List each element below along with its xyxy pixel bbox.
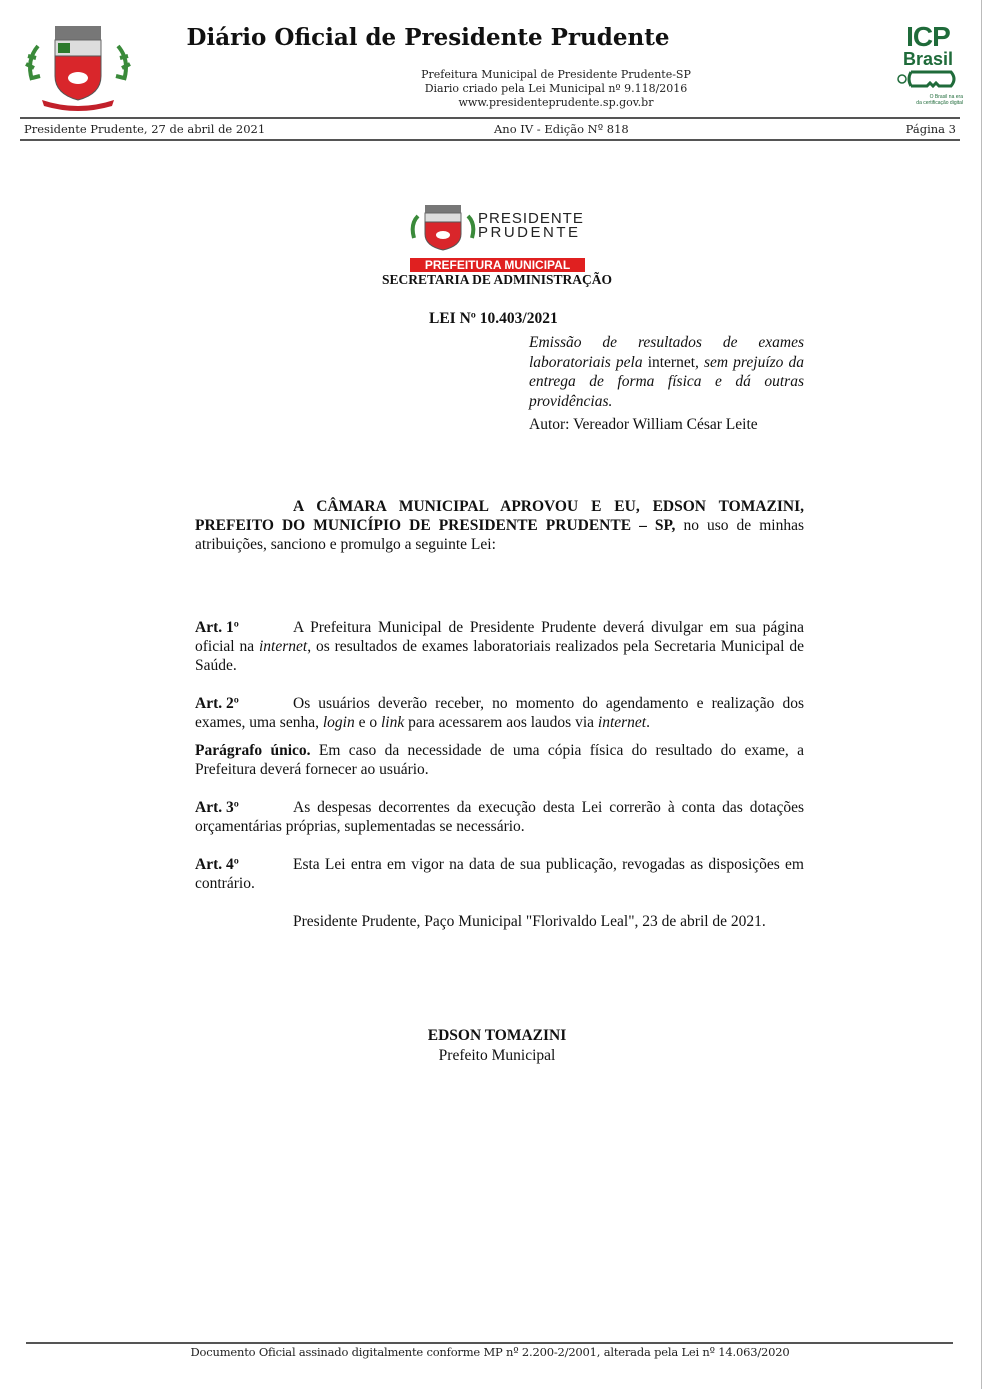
header-rule-top: [20, 117, 960, 119]
icp-brasil-text: Brasil: [902, 49, 954, 69]
letterhead-coat-of-arms: [408, 202, 478, 254]
law-preamble: [195, 497, 804, 554]
closing-text: Presidente Prudente, Paço Municipal "Florivaldo Leal", 23 de abril de 2021.: [293, 913, 766, 930]
signer-name: EDSON TOMAZINI: [427, 1027, 567, 1044]
sole-paragraph: [195, 741, 804, 779]
gazette-subtitle-2: Diario criado pela Lei Municipal nº 9.118/2016: [424, 82, 688, 95]
article-text: e o: [354, 714, 381, 731]
prefeitura-banner: PREFEITURA MUNICIPAL: [410, 258, 585, 272]
article-text: A Prefeitura Municipal de Presidente Prudente deverá divulgar em sua página oficial na: [195, 619, 804, 655]
icp-tagline-2: da certificação digital: [916, 100, 963, 106]
gazette-subtitle-1: Prefeitura Municipal de Presidente Prudente-SP: [421, 68, 691, 81]
header-rule-bottom: [20, 139, 960, 141]
article-text: .: [646, 714, 650, 731]
paragraph-label: Parágrafo único.: [195, 742, 311, 759]
letterhead-brand: [478, 212, 584, 240]
article-2: [195, 694, 804, 732]
issue-date: Presidente Prudente, 27 de abril de 2021: [24, 122, 266, 136]
footer-rule: [26, 1342, 953, 1344]
article-3: [195, 798, 804, 836]
key-icon: [893, 68, 963, 90]
footer-note: Documento Oficial assinado digitalmente conforme MP nº 2.200-2/2001, alterada pela Lei nº 14.063/2020: [190, 1345, 790, 1359]
department-name: SECRETARIA DE ADMINISTRAÇÃO: [381, 272, 613, 287]
article-italic: login: [322, 714, 355, 731]
article-1: [195, 618, 804, 675]
article-text: Esta Lei entra em vigor na data de sua publicação, revogadas as disposições em contrário.: [195, 856, 804, 892]
law-summary-internet: internet: [647, 353, 696, 371]
article-text: Em caso da necessidade de uma cópia física do resultado do exame, a Prefeitura deverá fornecer ao usuário.: [195, 742, 804, 778]
preamble-bold: A CÂMARA MUNICIPAL APROVOU E EU, EDSON TOMAZINI, PREFEITO DO MUNICÍPIO DE PRESIDENTE PRUDENTE – SP,: [195, 498, 804, 534]
law-number: LEI Nº 10.403/2021: [429, 310, 558, 327]
law-summary-part-2: , sem prejuízo da entrega de forma física e dá outras providências.: [529, 353, 804, 410]
page-number: Página 3: [905, 122, 956, 136]
page-edge: [981, 0, 982, 1389]
brand-line-2: PRUDENTE: [478, 224, 581, 241]
article-label: Art. 2º: [195, 695, 239, 712]
closing-statement: [195, 912, 804, 931]
article-text: para acessarem aos laudos via: [404, 714, 598, 731]
article-italic: internet: [258, 638, 308, 655]
law-author: Autor: Vereador William César Leite: [529, 416, 758, 433]
law-summary-part-1: Emissão de resultados de exames laboratoriais pela: [529, 334, 804, 371]
article-text: , os resultados de exames laboratoriais realizados pela Secretaria Municipal de Saúde.: [195, 638, 804, 674]
gazette-website: www.presidenteprudente.sp.gov.br: [458, 96, 654, 109]
icp-tagline-1: O Brasil na era: [929, 94, 963, 100]
article-label: Art. 4º: [195, 856, 239, 873]
icp-brasil-logo: [893, 21, 963, 110]
article-text: Os usuários deverão receber, no momento do agendamento e realização dos exames, uma senha,: [195, 695, 804, 731]
icp-text: ICP: [906, 21, 950, 52]
preamble-rest: no uso de minhas atribuições, sanciono e promulgo a seguinte Lei:: [195, 517, 804, 553]
signer-title: Prefeito Municipal: [438, 1047, 556, 1064]
article-italic: link: [380, 714, 405, 731]
article-label: Art. 1º: [195, 619, 239, 636]
article-italic: internet: [597, 714, 647, 731]
law-summary: [529, 333, 804, 411]
gazette-title: Diário Oficial de Presidente Prudente: [186, 24, 670, 51]
article-4: [195, 855, 804, 893]
article-label: Art. 3º: [195, 799, 239, 816]
brand-line-1: PRESIDENTE: [478, 210, 584, 227]
article-text: As despesas decorrentes da execução desta Lei correrão à conta das dotações orçamentárias próprias, suplementadas se necessário.: [195, 799, 804, 835]
issue-edition: Ano IV - Edição Nº 818: [494, 122, 629, 136]
